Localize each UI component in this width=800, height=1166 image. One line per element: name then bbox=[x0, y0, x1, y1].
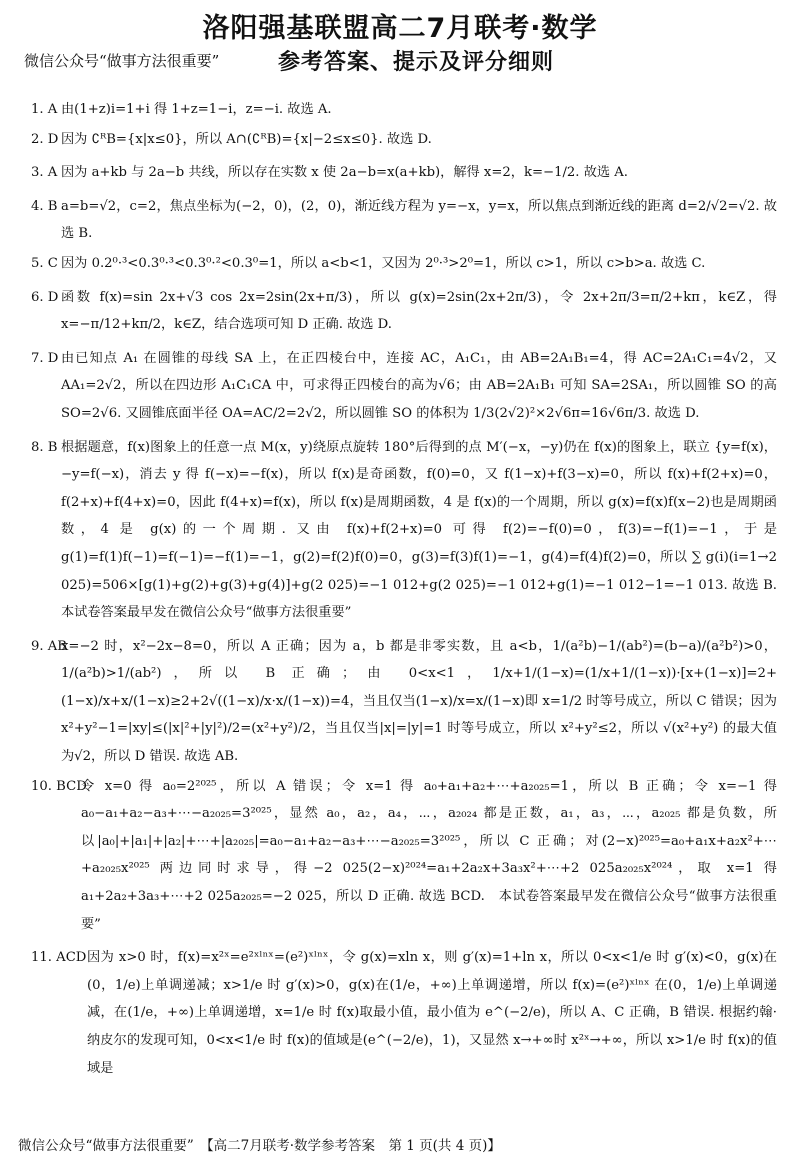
answer-explanation: 因为 x>0 时，f(x)=x²ˣ=e²ˣˡⁿˣ=(e²)ˣˡⁿˣ，令 g(x)=xln x，则 g′(x)=1+ln x，所以 0<x<1/e 时 g′(x)<0，g(x)在(0，1/e)上单调递减；x>1/e 时 g′(x)>0，g(x)在(1/e，+∞)上单调递增，所以 f(x)=(e²)ˣˡⁿˣ 在(0，1/e)上单调递减，在(1/e，+∞)上单调递增，x=1/e 时 f(x)取最小值，最小值为 e^(−2/e)，所以 A、C 正确，B 错误. 根据约翰·纳皮尔的发现可知，0<x<1/e 时 f(x)的值域是(e^(−2/e)，1)，又显然 x→+∞时 x²ˣ→+∞，所以 x>1/e 时 f(x)的值域是 bbox=[87, 950, 777, 1076]
answer-number: 9. AB bbox=[31, 638, 67, 654]
answer-number: 5. C bbox=[31, 255, 58, 271]
answer-number: 2. D bbox=[31, 131, 59, 147]
page-number-label: 【高二7月联考·数学参考答案 第 1 页(共 4 页)】 bbox=[200, 1138, 501, 1154]
answer-explanation: 因为 ∁ᴿB={x|x≤0}，所以 A∩(∁ᴿB)={x|−2≤x≤0}. 故选 D. bbox=[61, 131, 432, 147]
wechat-source-footer: 微信公众号“做事方法很重要” bbox=[18, 1138, 194, 1154]
answer-number: 8. B bbox=[31, 439, 58, 455]
answer-item-5 bbox=[31, 250, 777, 278]
answer-explanation: 函数 f(x)=sin 2x+√3 cos 2x=2sin(2x+π/3)，所以 g(x)=2sin(2x+2π/3)，令 2x+2π/3=π/2+kπ，k∈Z，得 x=−π/12+kπ/2，k∈Z，结合选项可知 D 正确. 故选 D. bbox=[61, 289, 777, 333]
answer-item-2 bbox=[31, 126, 777, 154]
answer-explanation: x=−2 时，x²−2x−8=0，所以 A 正确；因为 a，b 都是非零实数，且 a<b，1/(a²b)−1/(ab²)=(b−a)/(a²b²)>0，1/(a²b)>1/(ab²)，所以 B 正确；由 0<x<1，1/x+1/(1−x)=(1/x+1/(1−x))·[x+(1−x)]=2+(1−x)/x+x/(1−x)≥2+2√((1−x)/x·x/(1−x))=4，当且仅当(1−x)/x=x/(1−x)即 x=1/2 时等号成立，所以 C 错误；因为 x²+y²−1=|xy|≤(|x|²+|y|²)/2=(x²+y²)/2，当且仅当|x|=|y|=1 时等号成立，所以 x²+y²≤2，所以 √(x²+y²) 的最大值为√2，所以 D 错误. 故选 AB. bbox=[61, 638, 777, 765]
answer-explanation: 令 x=0 得 a₀=2²⁰²⁵，所以 A 错误；令 x=1 得 a₀+a₁+a₂+⋯+a₂₀₂₅=1，所以 B 正确；令 x=−1 得 a₀−a₁+a₂−a₃+⋯−a₂₀₂₅=3²⁰²⁵，显然 a₀，a₂，a₄，⋯，a₂₀₂₄ 都是正数，a₁，a₃，⋯，a₂₀₂₅ 都是负数，所以|a₀|+|a₁|+|a₂|+⋯+|a₂₀₂₅|=a₀−a₁+a₂−a₃+⋯−a₂₀₂₅=3²⁰²⁵，所以 C 正确；对(2−x)²⁰²⁵=a₀+a₁x+a₂x²+⋯+a₂₀₂₅x²⁰²⁵ 两边同时求导，得−2 025(2−x)²⁰²⁴=a₁+2a₂x+3a₃x²+⋯+2 025a₂₀₂₅x²⁰²⁴，取 x=1 得 a₁+2a₂+3a₃+⋯+2 025a₂₀₂₅=−2 025，所以 D 正确. 故选 BCD. 本试卷答案最早发在微信公众号“做事方法很重要” bbox=[81, 778, 777, 932]
answer-number: 6. D bbox=[31, 289, 59, 305]
answer-item-8 bbox=[31, 434, 791, 627]
answer-item-10 bbox=[31, 773, 777, 939]
answer-item-11 bbox=[31, 944, 777, 1082]
answer-item-1 bbox=[31, 96, 777, 124]
answer-number: 1. A bbox=[31, 102, 58, 117]
answer-explanation: a=b=√2，c=2，焦点坐标为(−2，0)，(2，0)，渐近线方程为 y=−x，y=x，所以焦点到渐近线的距离 d=2/√2=√2. 故选 B. bbox=[61, 198, 777, 242]
page-title: 洛阳强基联盟高二7月联考·数学 bbox=[202, 13, 598, 44]
wechat-source-top: 微信公众号“做事方法很重要” bbox=[24, 52, 220, 70]
answer-explanation: 由已知点 A₁ 在圆锥的母线 SA 上，在正四棱台中，连接 AC，A₁C₁，由 AB=2A₁B₁=4，得 AC=2A₁C₁=4√2，又 AA₁=2√2，所以在四边形 A₁C₁CA 中，可求得正四棱台的高为√6；由 AB=2A₁B₁ 可知 SA=2SA₁，所以圆锥 SO 的高 SO=2√6. 又圆锥底面半径 OA=AC/2=2√2，所以圆锥 SO 的体积为 1/3(2√2)²×2√6π=16√6π/3. 故选 D. bbox=[61, 350, 777, 421]
answer-list bbox=[31, 96, 791, 1082]
answer-item-4 bbox=[31, 193, 777, 248]
answer-number: 3. A bbox=[31, 165, 58, 181]
answer-explanation: 由(1+z)i=1+i 得 1+z=1−i，z=−i. 故选 A. bbox=[61, 102, 332, 117]
answer-item-6 bbox=[31, 284, 777, 339]
answer-number: 4. B bbox=[31, 198, 58, 214]
page-footer bbox=[18, 1134, 501, 1154]
answer-explanation: 因为 0.2⁰·³<0.3⁰·³<0.3⁰·²<0.3⁰=1，所以 a<b<1，又因为 2⁰·³>2⁰=1，所以 c>1，所以 c>b>a. 故选 C. bbox=[61, 255, 706, 271]
answer-explanation: 根据题意，f(x)图象上的任意一点 M(x，y)绕原点旋转 180°后得到的点 M′(−x，−y)仍在 f(x)的图象上，联立 {y=f(x)，−y=f(−x)，消去 y 得 f(−x)=−f(x)，所以 f(x)是奇函数，f(0)=0，又 f(1−x)+f(3−x)=0，所以 f(x)+f(2+x)=0，f(2+x)+f(4+x)=0，因此 f(4+x)=f(x)，所以 f(x)是周期函数，4 是 f(x)的一个周期，所以 g(x)=f(x)f(x−2)也是周期函数，4 是 g(x)的一个周期. 又由 f(x)+f(2+x)=0 可得 f(2)=−f(0)=0，f(3)=−f(1)=−1，于是 g(1)=f(1)f(−1)=f(−1)=−f(1)=−1，g(2)=f(2)f(0)=0，g(3)=f(3)f(1)=−1，g(4)=f(4)f(2)=0，所以 ∑ g(i)(i=1→2 025)=506×[g(1)+g(2)+g(3)+g(4)]+g(2 025)=−1 012+g(2 025)=−1 012+g(1)=−1 012−1=−1 013. 故选 B. 本试卷答案最早发在微信公众号“做事方法很重要” bbox=[61, 439, 791, 621]
page-subtitle: 参考答案、提示及评分细则 bbox=[278, 50, 555, 75]
answer-item-9 bbox=[31, 633, 777, 771]
answer-number: 10. BCD bbox=[31, 778, 87, 794]
answer-item-7 bbox=[31, 345, 777, 428]
answer-number: 7. D bbox=[31, 350, 59, 366]
answer-number: 11. ACD bbox=[31, 950, 87, 966]
answer-item-3 bbox=[31, 159, 777, 187]
answer-explanation: 因为 a+kb 与 2a−b 共线，所以存在实数 x 使 2a−b=x(a+kb)，解得 x=2，k=−1/2. 故选 A. bbox=[61, 165, 628, 181]
